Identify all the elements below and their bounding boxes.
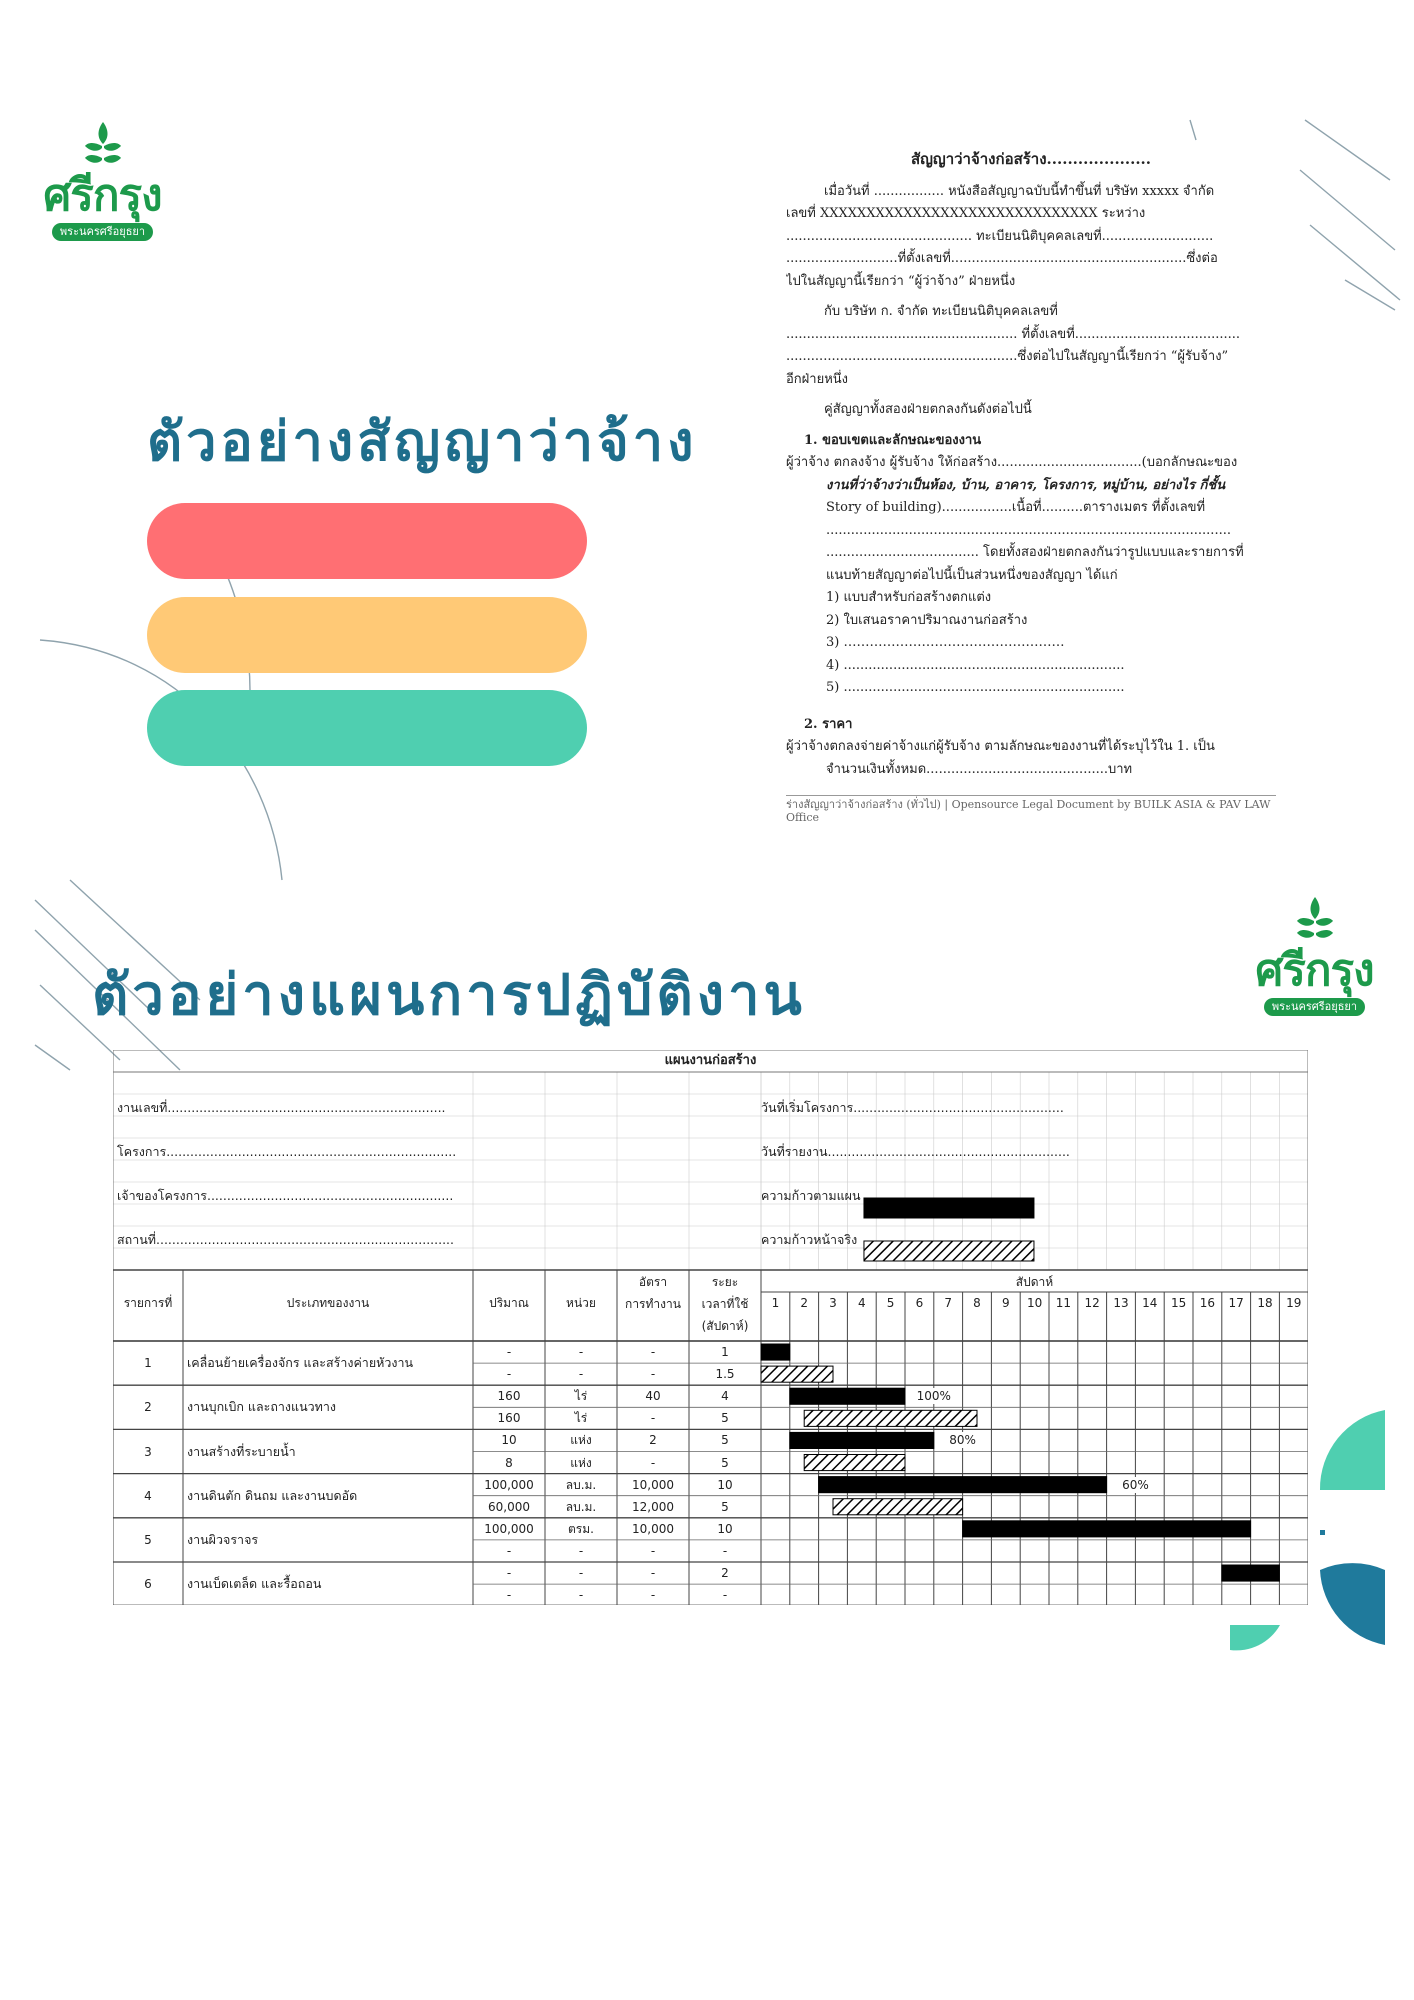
task-cell: - — [650, 1543, 656, 1558]
task-cell: 10 — [717, 1521, 733, 1536]
contract-line: ............................................. ทะเบียนนิติบุคคลเลขที่........................... — [786, 228, 1214, 244]
task-cell: 40 — [645, 1389, 661, 1404]
task-cell: - — [650, 1367, 656, 1382]
section-1-line: ผู้ว่าจ้าง ตกลงจ้าง ผู้รับจ้าง ให้ก่อสร้าง...................................(บอกลักษณะของ — [786, 455, 1238, 470]
week-number: 1 — [771, 1296, 780, 1310]
section-1-line: 4) .................................................................... — [826, 657, 1125, 673]
week-number: 18 — [1257, 1296, 1273, 1310]
task-name: งานดินตัก ดินถม และงานบดอัด — [187, 1487, 358, 1503]
task-cell: 100,000 — [484, 1477, 534, 1492]
gantt-plan-bar — [819, 1477, 1107, 1493]
task-cell: 10,000 — [632, 1477, 674, 1492]
gantt-plan-bar — [790, 1432, 934, 1448]
task-cell: - — [506, 1367, 512, 1382]
task-name: งานผิวจราจร — [187, 1531, 259, 1547]
week-number: 16 — [1199, 1296, 1216, 1310]
task-cell: 8 — [505, 1455, 513, 1470]
task-cell: - — [722, 1588, 728, 1603]
week-number: 15 — [1170, 1296, 1187, 1310]
contract-line: เลขที่ XXXXXXXXXXXXXXXXXXXXXXXXXXXXXX ระหว่าง — [786, 206, 1146, 221]
week-number: 2 — [800, 1296, 809, 1310]
week-number: 17 — [1228, 1296, 1244, 1310]
task-cell: - — [578, 1543, 584, 1558]
task-cell: - — [650, 1411, 656, 1426]
gantt-plan-bar — [790, 1388, 905, 1404]
progress-label: 100% — [909, 1388, 958, 1404]
header-dur-3: (สัปดาห์) — [701, 1319, 749, 1333]
task-name: งานสร้างที่ระบายน้ำ — [187, 1443, 296, 1459]
field-project: โครงการ......................................................................... — [117, 1144, 457, 1159]
green-pill — [147, 690, 587, 766]
header-qty: ปริมาณ — [489, 1296, 529, 1310]
week-number: 11 — [1055, 1296, 1072, 1310]
task-cell: - — [506, 1345, 512, 1359]
task-cell: 12,000 — [632, 1499, 674, 1514]
task-cell: 5 — [721, 1455, 729, 1470]
contract-footer: ร่างสัญญาว่าจ้างก่อสร้าง (ทั่วไป) | Opensource Legal Document by BUILK ASIA & PAV LAW Office — [786, 795, 1276, 824]
contract-line: อีกฝ่ายหนึ่ง — [786, 371, 849, 387]
contract-line: ไปในสัญญานี้เรียกว่า “ผู้ว่าจ้าง” ฝ่ายหนึ่ง — [786, 273, 1016, 289]
header-item: รายการที่ — [123, 1296, 173, 1310]
section-1-line: งานที่ว่าจ้างว่าเป็นห้อง, บ้าน, อาคาร, โครงการ, หมู่บ้าน, อย่างไร กี่ชั้น — [826, 477, 1226, 493]
week-number: 4 — [857, 1296, 866, 1310]
brand-logo-right — [1252, 895, 1377, 1016]
week-number: 5 — [886, 1296, 895, 1310]
legend-actual: ความก้าวหน้าจริง — [761, 1232, 858, 1247]
task-cell: ไร่ — [574, 1411, 588, 1426]
task-cell: - — [506, 1566, 512, 1580]
task-cell: 2 — [721, 1566, 729, 1580]
task-cell: 160 — [497, 1389, 521, 1404]
task-cell: 5 — [721, 1433, 729, 1448]
header-dur-1: ระยะ — [711, 1275, 739, 1289]
task-name: งานบุกเบิก และถางแนวทาง — [187, 1399, 337, 1415]
week-number: 13 — [1113, 1296, 1129, 1310]
gantt-plan-bar — [761, 1344, 790, 1360]
week-number: 19 — [1286, 1296, 1302, 1310]
section-1-line: ..................................... โดยทั้งสองฝ่ายตกลงกันว่ารูปแบบและรายการที่ — [826, 545, 1244, 560]
sprout-icon — [83, 120, 123, 172]
legend-plan-bar — [864, 1198, 1034, 1218]
task-number: 5 — [144, 1532, 152, 1547]
task-cell: - — [650, 1566, 656, 1580]
task-cell: - — [722, 1543, 728, 1558]
red-pill — [147, 503, 587, 579]
week-number: 10 — [1026, 1296, 1043, 1310]
task-number: 6 — [144, 1577, 152, 1592]
task-cell: 5 — [721, 1499, 729, 1514]
task-number: 4 — [144, 1488, 152, 1503]
task-number: 3 — [144, 1444, 152, 1459]
contract-section-title: ตัวอย่างสัญญาว่าจ้าง — [147, 410, 698, 473]
header-type: ประเภทของงาน — [286, 1296, 370, 1310]
section-1-line: 5) .................................................................... — [826, 680, 1125, 695]
contract-document — [786, 148, 1276, 824]
plan-section-title: ตัวอย่างแผนการปฏิบัติงาน — [92, 963, 806, 1028]
section-1-line: 3) …………………………………………… — [826, 635, 1065, 650]
gantt-actual-bar — [804, 1410, 977, 1426]
task-cell: - — [578, 1345, 584, 1359]
task-cell: ตรม. — [568, 1521, 594, 1536]
contract-line: เมื่อวันที่ ................. หนังสือสัญญาฉบับนี้ทำขึ้นที่ บริษัท xxxxx จำกัด — [824, 183, 1215, 199]
task-cell: ไร่ — [574, 1389, 588, 1404]
week-number: 3 — [829, 1296, 837, 1310]
field-owner: เจ้าของโครงการ.............................................................. — [117, 1188, 454, 1203]
section-1-line: Story of building).................เนื้อที่..........ตารางเมตร ที่ตั้งเลขที่ — [826, 500, 1206, 515]
construction-plan-sheet — [113, 1050, 1308, 1605]
section-1-line: 1) แบบสำหรับก่อสร้างตกแต่ง — [826, 590, 992, 605]
legend-actual-bar — [864, 1241, 1034, 1261]
task-cell: 10 — [717, 1477, 733, 1492]
task-cell: ลบ.ม. — [565, 1499, 597, 1514]
gantt-actual-bar — [761, 1366, 833, 1382]
section-1-line: แนบท้ายสัญญาต่อไปนี้เป็นส่วนหนึ่งของสัญญา ได้แก่ — [826, 567, 1118, 583]
logo-name: ศรีกรุง — [43, 170, 162, 221]
field-job-no: งานเลขที่...................................................................... — [117, 1100, 446, 1115]
contract-line: ........................................................ซึ่งต่อไปในสัญญานี้เรียกว่า “ผู้รับจ้าง” — [786, 349, 1229, 364]
header-unit: หน่วย — [566, 1296, 596, 1310]
task-cell: 1.5 — [715, 1367, 735, 1382]
task-cell: 10 — [501, 1433, 517, 1448]
section-1-line: .................................................................................................. — [826, 522, 1231, 538]
contract-heading: สัญญาว่าจ้างก่อสร้าง.................... — [910, 150, 1151, 168]
task-cell: แห่ง — [570, 1433, 592, 1448]
week-number: 14 — [1142, 1296, 1158, 1310]
task-number: 2 — [144, 1400, 152, 1415]
gantt-plan-bar — [963, 1521, 1251, 1537]
task-cell: 100,000 — [484, 1521, 534, 1536]
task-cell: - — [506, 1588, 512, 1603]
task-cell: ลบ.ม. — [565, 1477, 597, 1492]
yellow-pill — [147, 597, 587, 673]
task-cell: - — [506, 1543, 512, 1558]
task-cell: 4 — [721, 1389, 729, 1404]
logo-tagline: พระนครศรีอยุธยา — [52, 223, 153, 241]
task-cell: 60,000 — [488, 1499, 530, 1514]
task-cell: - — [650, 1588, 656, 1603]
task-cell: - — [578, 1566, 584, 1580]
header-rate-1: อัตรา — [638, 1275, 668, 1289]
sheet-title: แผนงานก่อสร้าง — [664, 1053, 757, 1068]
header-dur-2: เวลาที่ใช้ — [701, 1297, 749, 1311]
task-name: เคลื่อนย้ายเครื่องจักร และสร้างค่ายหัวงาน — [187, 1355, 414, 1371]
header-weeks: สัปดาห์ — [1015, 1275, 1054, 1289]
section-2-line: จำนวนเงินทั้งหมด............................................บาท — [826, 761, 1133, 777]
task-cell: 2 — [649, 1433, 657, 1448]
header-rate-2: การทำงาน — [625, 1297, 681, 1311]
progress-label: 60% — [1111, 1477, 1160, 1493]
field-start-date: วันที่เริ่มโครงการ..................................................... — [761, 1100, 1064, 1115]
field-report-date: วันที่รายงาน............................................................. — [761, 1144, 1070, 1159]
task-cell: 10,000 — [632, 1521, 674, 1536]
sprout-icon — [1295, 895, 1335, 947]
gantt-actual-bar — [833, 1499, 963, 1515]
contract-line: ........................................................ ที่ตั้งเลขที่........................................ — [786, 326, 1241, 342]
week-number: 7 — [944, 1296, 953, 1310]
section-2-title: 2. ราคา — [804, 716, 853, 732]
week-number: 6 — [915, 1296, 924, 1310]
week-number: 9 — [1001, 1296, 1010, 1310]
task-cell: 1 — [721, 1345, 729, 1359]
progress-label: 80% — [938, 1432, 987, 1448]
gantt-plan-bar — [1222, 1565, 1280, 1581]
task-cell: 160 — [497, 1411, 521, 1426]
contract-agreement: คู่สัญญาทั้งสองฝ่ายตกลงกันดังต่อไปนี้ — [824, 402, 1032, 417]
section-1-line: 2) ใบเสนอราคาปริมาณงานก่อสร้าง — [826, 612, 1028, 628]
field-location: สถานที่........................................................................... — [117, 1232, 455, 1247]
logo-name: ศรีกรุง — [1255, 945, 1374, 996]
task-cell: - — [650, 1345, 656, 1359]
section-1-title: 1. ขอบเขตและลักษณะของงาน — [804, 432, 982, 448]
task-name: งานเบ็ดเตล็ด และรื้อถอน — [187, 1576, 322, 1592]
legend-planned: ความก้าวตามแผน — [761, 1188, 861, 1203]
brand-logo — [40, 120, 165, 241]
section-2-line: ผู้ว่าจ้างตกลงจ่ายค่าจ้างแก่ผู้รับจ้าง ตามลักษณะของงานที่ได้ระบุไว้ใน 1. เป็น — [786, 739, 1215, 754]
task-cell: 5 — [721, 1411, 729, 1426]
week-number: 12 — [1084, 1296, 1100, 1310]
task-number: 1 — [144, 1356, 152, 1371]
week-number: 8 — [973, 1296, 981, 1310]
task-cell: - — [578, 1588, 584, 1603]
task-cell: - — [578, 1367, 584, 1382]
task-cell: - — [650, 1455, 656, 1470]
contract-line: กับ บริษัท ก. จำกัด ทะเบียนนิติบุคคลเลขที่ — [824, 304, 1058, 319]
gantt-actual-bar — [804, 1455, 905, 1471]
task-cell: แห่ง — [570, 1455, 592, 1470]
logo-tagline: พระนครศรีอยุธยา — [1264, 998, 1365, 1016]
contract-line: ...........................ที่ตั้งเลขที่.........................................................ซึ่งต่อ — [786, 251, 1218, 266]
